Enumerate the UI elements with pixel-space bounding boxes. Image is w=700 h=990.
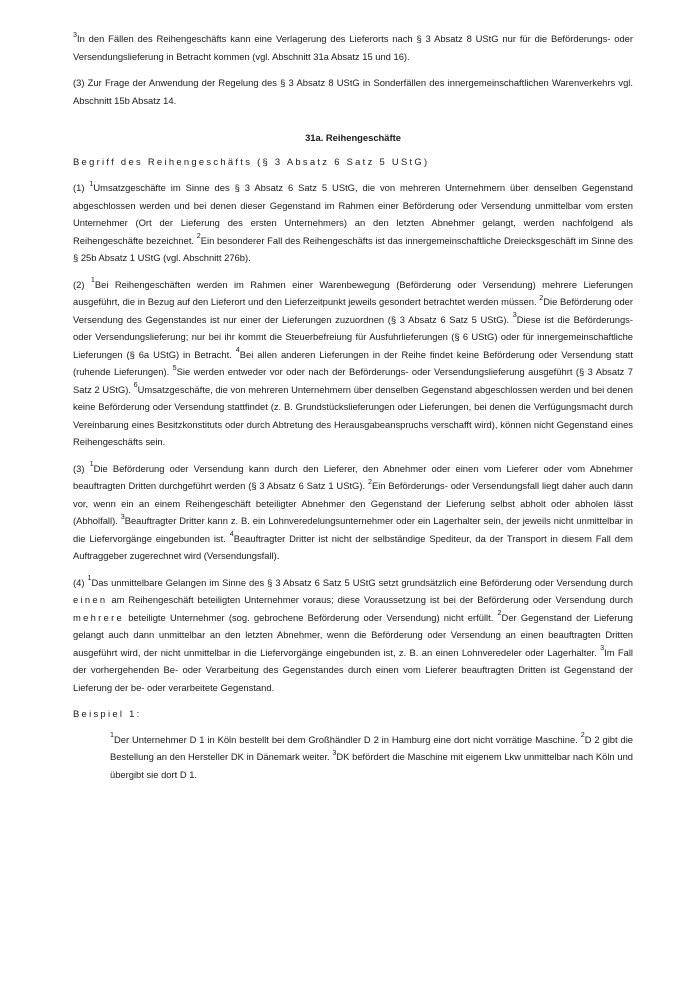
paragraph-abs-3 xyxy=(73,460,633,565)
paragraph-text: Der Unternehmer D 1 in Köln bestellt bei dem Großhändler D 2 in Hamburg eine dort nicht vorrätige Maschine. xyxy=(114,733,581,745)
sentence-number: 6 xyxy=(133,380,138,390)
paragraph-text: D 2 gibt die Bestellung an den Hersteller DK in Dänemark weiter. xyxy=(110,733,634,762)
sentence-number: 5 xyxy=(172,362,177,372)
paragraph-3-reference xyxy=(73,74,633,109)
paragraph-text: Bei allen anderen Lieferungen in der Reihe findet keine Beförderung oder Versendung statt (ruhende Lieferungen). xyxy=(73,348,633,377)
paragraph-text: beteiligte Unternehmer (sog. gebrochene Beförderung oder Versendung) nicht erfüllt. xyxy=(124,611,498,623)
paragraph-text: Umsatzgeschäfte im Sinne des § 3 Absatz 6 Satz 5 UStG, die von mehreren Unternehmern über denselben Gegenstand abgeschlossen werden und bei denen dieser Gegenstand im Rahmen einer Beförderung oder Versendung unmittelbar vom ersten Unternehmer (Ort der Lieferung des ersten Unternehmers) an den letzten Abnehmer gelangt, werden nachfolgend als Reihengeschäfte bezeichnet. xyxy=(73,182,633,246)
paragraph-text: Die Beförderung oder Versendung des Gegenstandes ist nur einer der Lieferungen zuzuordnen (§ 3 Absatz 6 Satz 5 UStG). xyxy=(73,296,634,325)
document-page xyxy=(73,30,633,783)
paragraph-number: (3) xyxy=(73,462,90,474)
paragraph-text: Das unmittelbare Gelangen im Sinne des § 3 Absatz 6 Satz 5 UStG setzt grundsätzlich eine Beförderung oder Versendung durch xyxy=(91,576,633,588)
sentence-number: 1 xyxy=(87,573,92,583)
sentence-number: 2 xyxy=(580,730,585,740)
paragraph-abs-1 xyxy=(73,179,633,267)
paragraph-text: Ein Beförderungs- oder Versendungsfall liegt daher auch dann vor, wenn ein an einem Reihengeschäft beteiligter Abnehmer den Gegenstand der Lieferung selbst abholt oder abholen lässt (Abholfall). xyxy=(73,480,633,526)
sentence-number: 1 xyxy=(89,178,94,188)
paragraph-text: Ein besonderer Fall des Reihengeschäfts ist das innergemeinschaftliche Dreiecksgeschäft im Sinne des § 25b Absatz 1 UStG (vgl. Abschnitt 276b). xyxy=(73,234,633,263)
sentence-number: 2 xyxy=(196,231,201,241)
paragraph-text: Im Fall der vorhergehenden Be- oder Verarbeitung des Gegenstandes durch einen vom Lieferer beauftragten Dritten ist Gegenstand der Lieferung der be- oder verarbeitete Gegenstand. xyxy=(73,646,633,693)
paragraph-text: Beauftragter Dritter ist nicht der selbständige Spediteur, da der Transport in diesem Fall dem Auftraggeber zugerechnet wird (Versendungsfall). xyxy=(73,532,633,561)
sentence-number: 2 xyxy=(539,292,544,302)
paragraph-text: Bei Reihengeschäften werden im Rahmen einer Warenbewegung (Beförderung oder Versendung) mehrere Lieferungen ausgeführt, die in Bezug auf den Lieferort und den Lieferzeitpunkt jeweils gesondert betrachtet werden müssen. xyxy=(73,278,634,307)
emphasized-word: mehrere xyxy=(73,611,125,623)
paragraph-text: Umsatzgeschäfte, die von mehreren Unternehmern über denselben Gegenstand abgeschlossen werden und bei denen keine Beförderung oder Versendung stattfindet (z. B. Grundstückslieferungen oder Lieferungen, bei denen die Verfügungsmacht durch Vereinbarung eines Besitzkonstituts oder durch Abtretung des Herausgabeanspruchs verschafft wird), können nicht Gegenstand eines Reihengeschäfts sein. xyxy=(73,383,634,447)
sentence-number: 3 xyxy=(73,29,77,39)
sentence-number: 1 xyxy=(90,275,95,285)
sentence-number: 3 xyxy=(332,747,337,757)
paragraph-text: Die Beförderung oder Versendung kann durch den Lieferer, den Abnehmer oder einen vom Lieferer oder vom Abnehmer beauftragten Dritten durchgeführt werden (§ 3 Absatz 6 Satz 1 UStG). xyxy=(73,462,634,491)
paragraph-text: DK befördert die Maschine mit eigenem Lkw unmittelbar nach Köln und übergibt sie dort D 1. xyxy=(110,751,634,780)
sentence-number: 3 xyxy=(512,310,517,320)
paragraph-text: am Reihengeschäft beteiligten Unternehmer voraus; diese Voraussetzung ist bei der Beförderung oder Versendung durch xyxy=(107,594,633,605)
sentence-number: 1 xyxy=(110,730,114,740)
paragraph-text: Sie werden entweder vor oder nach der Beförderungs- oder Versendungslieferung ausgeführt (§ 3 Absatz 7 Satz 2 UStG). xyxy=(73,366,633,395)
paragraph-location-shift xyxy=(73,30,633,65)
sentence-number: 1 xyxy=(89,459,94,469)
paragraph-abs-2 xyxy=(73,276,633,451)
paragraph-number: (4) xyxy=(73,576,88,588)
paragraph-number: (1) xyxy=(73,182,90,193)
paragraph-text: In den Fällen des Reihengeschäfts kann eine Verlagerung des Lieferorts nach § 3 Absatz 8 UStG nur für die Beförderungs- oder Versendungslieferung in Betracht kommen (vgl. Abschnitt 31a Absatz 15 und 16). xyxy=(73,33,633,62)
sentence-number: 2 xyxy=(367,476,372,486)
section-title: 31a. Reihengeschäfte xyxy=(305,132,401,143)
paragraph-text: (3) Zur Frage der Anwendung der Regelung des § 3 Absatz 8 UStG in Sonderfällen des innergemeinschaftlichen Warenverkehrs vgl. Abschnitt 15b Absatz 14. xyxy=(73,77,633,106)
sentence-number: 4 xyxy=(229,529,234,539)
paragraph-abs-4 xyxy=(73,574,633,697)
sentence-number: 3 xyxy=(600,643,605,653)
example-text xyxy=(73,731,633,784)
sentence-number: 4 xyxy=(235,345,240,355)
paragraph-text: Der Gegenstand der Lieferung gelangt auch dann unmittelbar an den letzten Abnehmer, wenn die Beförderung oder Versendung an einen beauftragten Dritten ausgeführt wird, der nicht unmittelbar in die Liefervorgänge eingebunden ist, z. B. an einen Lohnveredeler oder Lagerhalter. xyxy=(73,611,633,658)
emphasized-word: einen xyxy=(73,594,108,605)
paragraph-text: Diese ist die Beförderungs- oder Versendungslieferung; nur bei ihr kommt die Steuerbefreiung für Ausfuhrlieferungen (§ 6 UStG) oder für innergemeinschaftliche Lieferungen (§ 6a UStG) in Betracht. xyxy=(73,313,633,360)
paragraph-text: Beauftragter Dritter kann z. B. ein Lohnveredelungsunternehmer oder ein Lagerhalter sein, der jeweils nicht unmittelbar in die Liefervorgänge eingebunden ist. xyxy=(73,515,633,544)
paragraph-number: (2) xyxy=(73,278,91,290)
sentence-number: 3 xyxy=(120,511,125,521)
example-label: Beispiel 1: xyxy=(73,708,142,719)
sentence-number: 2 xyxy=(497,608,502,618)
section-subtitle: Begriff des Reihengeschäfts (§ 3 Absatz 6 Satz 5 UStG) xyxy=(73,155,430,167)
